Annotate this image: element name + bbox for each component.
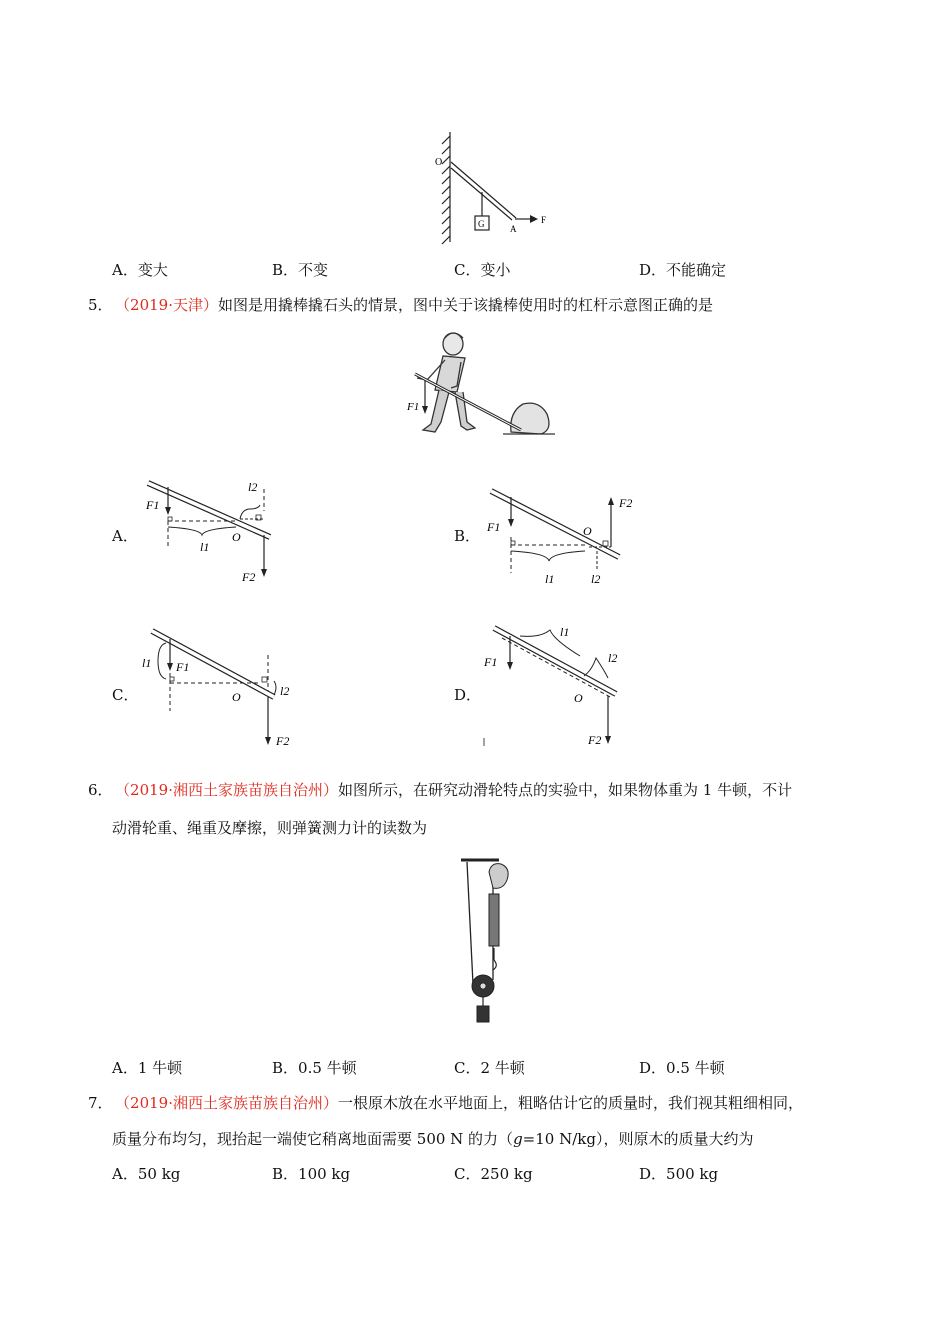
q5c-label-f1: F1 [176, 660, 190, 674]
q5b-label-f1: F1 [487, 520, 501, 534]
q6-option-c[interactable]: C．2 牛顿 [454, 1059, 525, 1077]
q7-option-b[interactable]: B．100 kg [272, 1165, 351, 1183]
q5b-label-o: O [583, 524, 592, 538]
q6-option-a[interactable]: A．1 牛顿 [112, 1059, 183, 1077]
q6-stem-line1 [88, 780, 792, 800]
q5a-label-l1: l1 [200, 540, 210, 554]
q5d-label-f2: F2 [588, 733, 602, 747]
q5b-label-l2: l2 [591, 572, 601, 586]
q7-number: 7． [88, 1094, 113, 1112]
q7-option-c[interactable]: C．250 kg [454, 1165, 533, 1183]
q5b-label-l1: l1 [545, 572, 555, 586]
q5-option-d-letter[interactable]: D． [454, 686, 482, 704]
q4-option-d[interactable]: D．不能确定 [639, 261, 727, 279]
q6-stem-text1: 如图所示，在研究动滑轮特点的实验中，如果物体重为 1 牛顿，不计 [338, 781, 793, 799]
q5-number: 5． [88, 296, 113, 314]
q4-label-o: O [435, 157, 443, 168]
q5c-label-o: O [232, 690, 241, 704]
q7-option-a[interactable]: A．50 kg [112, 1165, 181, 1183]
q7-stem-line2: 质量分布均匀，现抬起一端使它稍离地面需要 500 N 的力（g=10 N/kg），则原木的质量大约为 [112, 1130, 754, 1148]
q6-number: 6． [88, 781, 113, 799]
q5c-label-l1: l1 [142, 656, 152, 670]
q5d-label-o: O [574, 691, 583, 705]
q5-scene-figure [405, 330, 555, 442]
q5-option-a-letter[interactable]: A． [112, 527, 138, 545]
q5-option-c-diagram[interactable] [140, 625, 300, 750]
q7-stem-line1 [88, 1093, 803, 1113]
q5d-label-l1: l1 [560, 625, 570, 639]
q4-lever-figure [420, 128, 550, 246]
q7-source: （2019·湘西土家族苗族自治州） [122, 1094, 338, 1112]
q4-label-a: A [510, 224, 517, 234]
q5a-label-f1: F1 [146, 498, 160, 512]
q5-source: （2019·天津） [122, 296, 218, 314]
q4-label-g: G [478, 219, 485, 229]
q4-option-c[interactable]: C．变小 [454, 261, 511, 279]
q6-option-d[interactable]: D．0.5 牛顿 [639, 1059, 725, 1077]
q6-source: （2019·湘西土家族苗族自治州） [122, 781, 338, 799]
q5-option-b-diagram[interactable] [485, 485, 645, 590]
q5-option-c-letter[interactable]: C． [112, 686, 139, 704]
q5-option-a-diagram[interactable] [140, 465, 290, 590]
q5b-label-f2: F2 [619, 496, 633, 510]
q5a-label-l2: l2 [248, 480, 258, 494]
q5d-label-l2: l2 [608, 651, 618, 665]
q7-stem-text1: 一根原木放在水平地面上，粗略估计它的质量时，我们视其粗细相同， [338, 1094, 804, 1112]
q4-option-a[interactable]: A．变大 [112, 261, 168, 279]
q5c-label-l2: l2 [280, 684, 290, 698]
q5-option-d-diagram[interactable] [480, 620, 640, 750]
q5c-label-f2: F2 [276, 734, 290, 748]
q6-option-b[interactable]: B．0.5 牛顿 [272, 1059, 357, 1077]
q5d-label-f1: F1 [484, 655, 498, 669]
q4-option-b[interactable]: B．不变 [272, 261, 329, 279]
q5-option-b-letter[interactable]: B． [454, 527, 481, 545]
q5-scene-label-f1: F1 [407, 401, 420, 413]
q4-label-f: F [541, 215, 547, 225]
q6-stem-line2: 动滑轮重、绳重及摩擦，则弹簧测力计的读数为 [112, 819, 428, 837]
q5-stem [88, 295, 713, 315]
q5a-label-f2: F2 [242, 570, 256, 584]
q7-option-d[interactable]: D．500 kg [639, 1165, 719, 1183]
q5a-label-o: O [232, 530, 241, 544]
q5-stem-text: 如图是用撬棒撬石头的情景，图中关于该撬棒使用时的杠杆示意图正确的是 [218, 296, 714, 314]
q6-pulley-figure [455, 856, 525, 1028]
